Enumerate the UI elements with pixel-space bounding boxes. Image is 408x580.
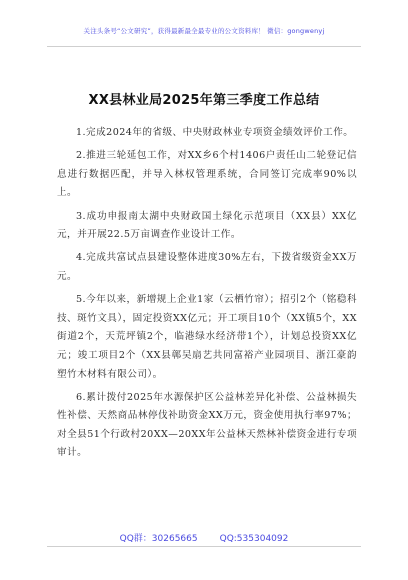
footer-divider xyxy=(47,546,361,547)
paragraph-4: 4.完成共富试点县建设整体进度30%左右，下拨省级资金XX万元。 xyxy=(57,252,357,282)
paragraph-3: 3.成功申报南太湖中央财政国土绿化示范项目（XX县）XX亿元，并开展22.5万亩调查作业设计工作。 xyxy=(57,210,357,241)
footer-contact xyxy=(0,531,408,544)
footer-qq-number: QQ:535304092 xyxy=(219,534,289,544)
paragraph-2: 2.推进三轮延包工作，对XX乡6个村1406户责任山二轮登记信息进行数据匹配，并导入林权管理系统，合同签订完成率90%以上。 xyxy=(57,150,357,199)
paragraph-6: 6.累计拨付2025年水源保护区公益林差异化补偿、公益林损失性补偿、天然商品林停伐补助资金XX万元，资金使用执行率97%；对全县51个行政村20XX—20XX年公益林天然林补偿资金进行专项审计。 xyxy=(57,391,357,459)
paragraph-5: 5.今年以来，新增规上企业1家（云栖竹帘）；招引2个（铭稳科技、斑竹文具），固定投资XX亿元；开工项目10个（XX镇5个，XX街道2个，天荒坪镇2个，临港绿水经济带1个），计划总投资XX亿元；竣工项目2个（XX县鄣吴扇艺共同富裕产业园项目、浙江豪韵塑竹木材料有限公司）。 xyxy=(57,294,357,380)
header-promo-text: 关注头条号“公文研究”，获得最新最全最专业的公文资料库！ 微信：gongwenyj xyxy=(83,27,325,35)
document-title: XX县林业局2025年第三季度工作总结 xyxy=(88,93,320,108)
header-divider xyxy=(47,46,361,47)
paragraph-1: 1.完成2024年的省级、中央财政林业专项资金绩效评价工作。 xyxy=(76,127,354,138)
document-body xyxy=(57,124,357,468)
footer-qq-group: QQ群：30265665 xyxy=(119,534,198,544)
